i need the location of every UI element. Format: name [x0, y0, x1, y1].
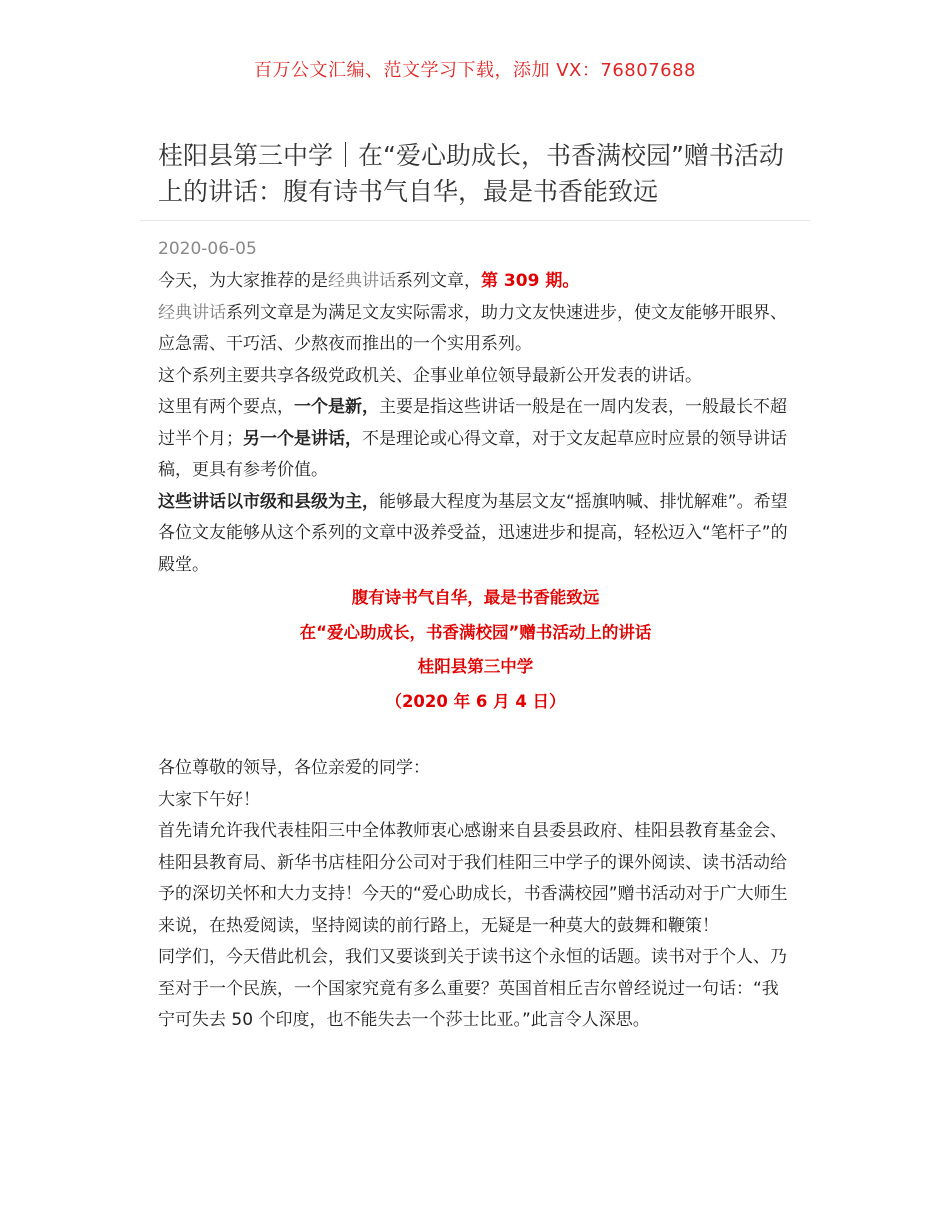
promo-banner: 百万公文汇编、范文学习下载，添加 VX：76807688: [254, 60, 696, 81]
series-name-link[interactable]: 经典讲话: [158, 302, 226, 323]
spacer: [158, 719, 793, 753]
intro-text: 系列文章，: [396, 271, 481, 291]
intro-text: 系列文章是为满足文友实际需求，助力文友快速进步，使文友能够开眼界、应急需、干巧活、少熬夜而推出的一个实用系列。: [158, 302, 787, 354]
key-point-level: 这些讲话以市级和县级为主，: [158, 491, 379, 512]
intro-text: 不是理论或心得文章，对于文友起草应时应景的领导讲话稿，更具有参考价值。: [158, 428, 787, 480]
speech-hello: 大家下午好！: [158, 789, 260, 810]
speech-paragraph-1: 首先请允许我代表桂阳三中全体教师衷心感谢来自县委县政府、桂阳县教育基金会、桂阳县教育局、新华书店桂阳分公司对于我们桂阳三中学子的课外阅读、读书活动给予的深切关怀和大力支持！今天的“爱心助成长，书香满校园”赠书活动对于广大师生来说，在热爱阅读，坚持阅读的前行路上，无疑是一种莫大的鼓舞和鞭策！: [158, 821, 788, 936]
intro-text: 能够最大程度为基层文友“摇旗呐喊、排忧解难”。希望各位文友能够从这个系列的文章中汲养受益，迅速进步和提高，轻松迈入“笔杆子”的殿堂。: [158, 491, 788, 575]
speech-subtitle: 在“爱心助成长，书香满校园”赠书活动上的讲话: [299, 622, 652, 642]
speech-date: （2020 年 6 月 4 日）: [385, 691, 566, 711]
intro-paragraph-1: [158, 266, 793, 298]
publish-date: 2020-06-05: [158, 239, 257, 259]
issue-number: 第 309 期。: [481, 271, 580, 291]
series-name-link[interactable]: 经典讲话: [328, 271, 396, 291]
intro-paragraph-4: [158, 392, 793, 487]
speech-title: 腹有诗书气自华，最是书香能致远: [351, 588, 600, 607]
title-divider: [140, 220, 810, 221]
article-content: [158, 266, 793, 1037]
intro-paragraph-3: 这个系列主要共享各级党政机关、企事业单位领导最新公开发表的讲话。: [158, 365, 702, 386]
article-title: 桂阳县第三中学｜在“爱心助成长，书香满校园”赠书活动上的讲话：腹有诗书气自华，最是书香能致远: [158, 141, 784, 206]
speech-greeting: 各位尊敬的领导，各位亲爱的同学：: [158, 758, 430, 778]
speech-author: 桂阳县第三中学: [417, 657, 534, 676]
intro-paragraph-2: [158, 298, 793, 361]
intro-paragraph-5: [158, 487, 793, 582]
intro-text: 这里有两个要点，: [158, 397, 294, 417]
key-point-speech: 另一个是讲话，: [243, 428, 362, 449]
intro-text: 主要是指这些讲话一般是在一周内发表，一般最长不超过半个月；: [158, 397, 787, 449]
intro-text: 今天，为大家推荐的是: [158, 271, 328, 291]
speech-paragraph-2: 同学们，今天借此机会，我们又要谈到关于读书这个永恒的话题。读书对于个人、乃至对于一个民族，一个国家究竟有多么重要？英国首相丘吉尔曾经说过一句话：“我宁可失去 50 个印度，也不能失去一个莎士比亚。”此言令人深思。: [158, 947, 787, 1030]
key-point-new: 一个是新，: [294, 397, 379, 417]
